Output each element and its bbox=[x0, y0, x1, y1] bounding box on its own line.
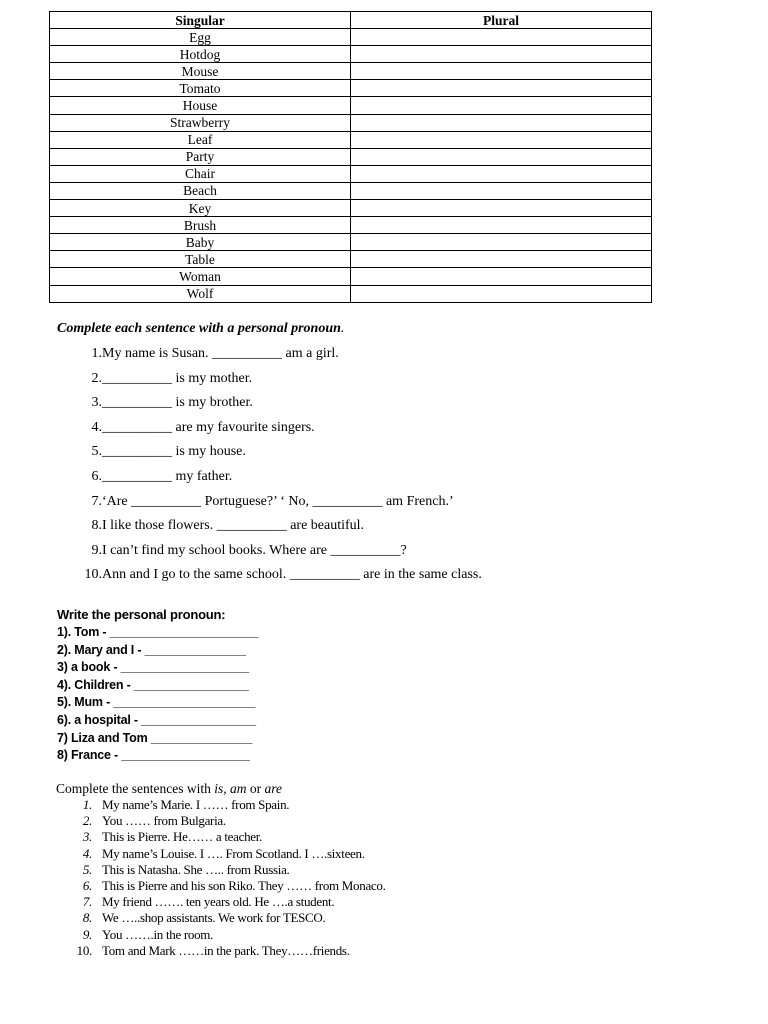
plural-cell[interactable] bbox=[351, 234, 652, 251]
item-text: You …….in the room. bbox=[102, 926, 214, 942]
list-item bbox=[76, 797, 290, 813]
list-item: 7) Liza and Tom _______________ bbox=[57, 730, 253, 745]
singular-plural-table bbox=[49, 11, 652, 303]
section3-heading-is-am: is, am bbox=[214, 781, 247, 796]
plural-cell[interactable] bbox=[351, 148, 652, 165]
table-row bbox=[50, 251, 652, 268]
item-text: You …… from Bulgaria. bbox=[102, 813, 226, 829]
table-row bbox=[50, 97, 652, 114]
list-item: 8) France - ___________________ bbox=[57, 748, 250, 763]
item-text: My name’s Louise. I …. From Scotland. I ….sixteen. bbox=[102, 845, 365, 861]
singular-cell: Chair bbox=[50, 165, 351, 182]
singular-cell: Tomato bbox=[50, 80, 351, 97]
plural-cell[interactable] bbox=[351, 285, 652, 302]
section3-list bbox=[76, 797, 386, 959]
plural-cell[interactable] bbox=[351, 29, 652, 46]
item-number: 9. bbox=[91, 542, 102, 558]
plural-cell[interactable] bbox=[351, 63, 652, 80]
list-item bbox=[76, 517, 365, 542]
list-item bbox=[76, 894, 335, 910]
singular-cell: Party bbox=[50, 148, 351, 165]
list-item: 1). Tom - ______________________ bbox=[57, 625, 259, 639]
table-row bbox=[50, 80, 652, 97]
section2-heading: Write the personal pronoun: bbox=[57, 607, 226, 622]
singular-cell: Baby bbox=[50, 234, 351, 251]
plural-cell[interactable] bbox=[351, 251, 652, 268]
plural-cell[interactable] bbox=[351, 217, 652, 234]
item-text: __________ my father. bbox=[102, 468, 233, 484]
singular-cell: Mouse bbox=[50, 63, 351, 80]
plural-cell[interactable] bbox=[351, 131, 652, 148]
section3-heading-or: or bbox=[246, 781, 265, 796]
table-row bbox=[50, 217, 652, 234]
item-number: 6. bbox=[91, 468, 102, 484]
item-number: 8. bbox=[82, 910, 92, 926]
singular-header: Singular bbox=[50, 12, 351, 29]
table-row bbox=[50, 46, 652, 63]
item-number: 1. bbox=[82, 797, 92, 812]
list-item bbox=[76, 419, 315, 444]
item-number: 7. bbox=[91, 493, 102, 509]
item-number: 2. bbox=[91, 370, 102, 386]
section2-list bbox=[57, 624, 258, 765]
list-item bbox=[76, 443, 246, 468]
table-header-row bbox=[50, 12, 652, 29]
item-text: My friend ……. ten years old. He ….a student. bbox=[102, 894, 335, 910]
plural-cell[interactable] bbox=[351, 97, 652, 114]
singular-cell: Leaf bbox=[50, 131, 351, 148]
section3-heading-are: are bbox=[264, 781, 282, 796]
list-item bbox=[76, 542, 407, 567]
section1-heading bbox=[57, 321, 344, 337]
item-text: This is Pierre and his son Riko. They …… from Monaco. bbox=[102, 877, 386, 893]
item-text: __________ is my brother. bbox=[102, 395, 253, 411]
section3-heading-pre: Complete the sentences with bbox=[56, 781, 215, 796]
plural-header: Plural bbox=[351, 12, 652, 29]
list-item bbox=[76, 910, 326, 926]
list-item bbox=[76, 877, 386, 894]
section1-heading-period: . bbox=[340, 321, 345, 336]
item-text: My name is Susan. __________ am a girl. bbox=[102, 346, 339, 361]
table-row bbox=[50, 268, 652, 285]
singular-cell: Table bbox=[50, 251, 351, 268]
list-item bbox=[76, 566, 482, 591]
singular-cell: Key bbox=[50, 200, 351, 217]
item-number: 6. bbox=[82, 877, 92, 893]
item-text: __________ is my mother. bbox=[102, 370, 253, 386]
list-item: 2). Mary and I - _______________ bbox=[57, 642, 246, 657]
plural-cell[interactable] bbox=[351, 200, 652, 217]
item-number: 3. bbox=[91, 395, 102, 411]
table-row bbox=[50, 29, 652, 46]
singular-cell: Hotdog bbox=[50, 46, 351, 63]
section2 bbox=[57, 607, 258, 765]
item-number: 5. bbox=[82, 861, 92, 877]
item-number: 4. bbox=[91, 419, 102, 435]
item-number: 8. bbox=[91, 518, 102, 534]
list-item: 4). Children - _________________ bbox=[57, 677, 249, 692]
item-text: We …..shop assistants. We work for TESCO. bbox=[102, 910, 326, 926]
list-item bbox=[76, 394, 253, 419]
list-item bbox=[76, 493, 454, 518]
list-item bbox=[76, 829, 263, 845]
item-text: Tom and Mark ……in the park. They……friends. bbox=[102, 942, 350, 958]
list-item bbox=[76, 345, 339, 370]
section3-heading bbox=[56, 781, 282, 797]
singular-cell: Brush bbox=[50, 217, 351, 234]
item-text: I like those flowers. __________ are beautiful. bbox=[102, 518, 365, 534]
plural-cell[interactable] bbox=[351, 268, 652, 285]
list-item bbox=[76, 845, 365, 862]
table-row bbox=[50, 148, 652, 165]
plural-cell[interactable] bbox=[351, 80, 652, 97]
item-text: __________ is my house. bbox=[102, 444, 246, 460]
singular-cell: Egg bbox=[50, 29, 351, 46]
item-text: Ann and I go to the same school. __________ are in the same class. bbox=[102, 567, 482, 583]
list-item bbox=[76, 942, 350, 959]
plural-cell[interactable] bbox=[351, 46, 652, 63]
plural-cell[interactable] bbox=[351, 182, 652, 199]
list-item bbox=[76, 813, 226, 829]
item-text: ‘Are __________ Portuguese?’ ‘ No, __________ am French.’ bbox=[102, 493, 454, 509]
singular-cell: Wolf bbox=[50, 285, 351, 302]
item-number: 9. bbox=[82, 926, 92, 942]
item-text: This is Natasha. She ….. from Russia. bbox=[102, 861, 290, 877]
item-number: 3. bbox=[82, 829, 92, 845]
item-text: __________ are my favourite singers. bbox=[102, 419, 315, 435]
singular-cell: House bbox=[50, 97, 351, 114]
section1-list bbox=[76, 345, 482, 591]
item-number: 10. bbox=[76, 942, 92, 958]
item-number: 1. bbox=[91, 346, 102, 361]
list-item: 6). a hospital - _________________ bbox=[57, 712, 256, 727]
singular-cell: Beach bbox=[50, 182, 351, 199]
table-row bbox=[50, 63, 652, 80]
item-number: 10. bbox=[84, 567, 102, 583]
list-item: 5). Mum - _____________________ bbox=[57, 695, 256, 710]
table-row bbox=[50, 114, 652, 131]
item-text: This is Pierre. He…… a teacher. bbox=[102, 829, 263, 845]
item-number: 7. bbox=[82, 894, 92, 910]
table-row bbox=[50, 165, 652, 182]
list-item bbox=[76, 370, 253, 395]
list-item bbox=[76, 861, 290, 878]
item-number: 4. bbox=[82, 845, 92, 861]
item-text: I can’t find my school books. Where are __________? bbox=[102, 542, 407, 558]
table-row bbox=[50, 200, 652, 217]
singular-cell: Woman bbox=[50, 268, 351, 285]
list-item bbox=[76, 468, 233, 493]
item-text: My name’s Marie. I …… from Spain. bbox=[102, 797, 290, 812]
table-row bbox=[50, 131, 652, 148]
table-row bbox=[50, 182, 652, 199]
item-number: 5. bbox=[91, 444, 102, 460]
plural-cell[interactable] bbox=[351, 165, 652, 182]
list-item: 3) a book - ___________________ bbox=[57, 660, 249, 675]
table-row bbox=[50, 285, 652, 302]
item-number: 2. bbox=[82, 813, 92, 829]
plural-cell[interactable] bbox=[351, 114, 652, 131]
singular-cell: Strawberry bbox=[50, 114, 351, 131]
table-row bbox=[50, 234, 652, 251]
list-item bbox=[76, 926, 214, 943]
section1-heading-text: Complete each sentence with a personal pronoun bbox=[57, 321, 341, 336]
